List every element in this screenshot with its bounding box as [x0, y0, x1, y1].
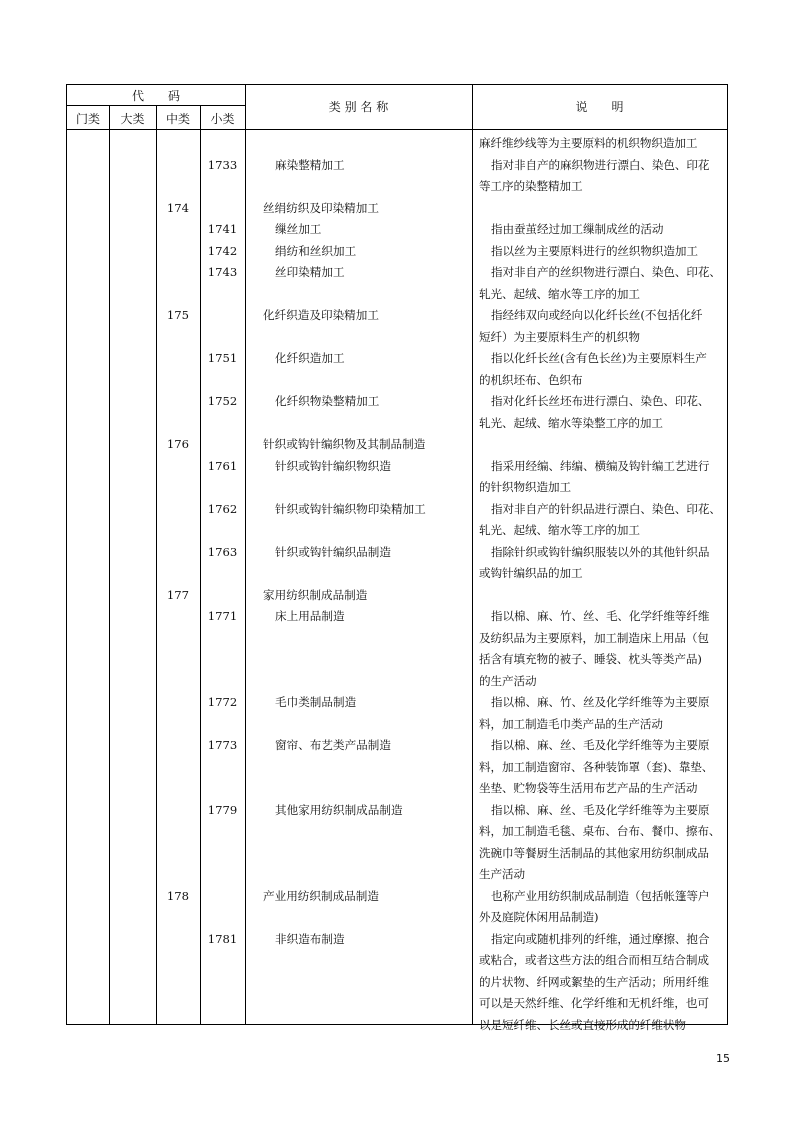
description-line: 指由蚕茧经过加工缫制成丝的活动 — [491, 222, 664, 236]
category-description — [479, 886, 725, 929]
category-description — [479, 735, 725, 800]
category-name: 针织或钩针编织物印染精加工 — [275, 501, 426, 516]
header-subrule — [67, 105, 245, 106]
description-line: 的机织坯布、色织布 — [479, 372, 583, 387]
category-name: 丝绢纺织及印染精加工 — [263, 200, 379, 215]
category-name: 绢纺和丝织加工 — [275, 243, 357, 258]
header-bottom-rule — [67, 129, 727, 130]
category-description — [479, 219, 725, 241]
description-line: 指除针织或钩针编织服装以外的其他针织品 — [491, 544, 710, 559]
description-line: 等工序的染整精加工 — [479, 179, 583, 193]
description-line: 指以棉、麻、竹、丝及化学纤维等为主要原 — [491, 695, 710, 709]
description-line: 指采用经编、纬编、横编及钩针编工艺进行 — [491, 458, 710, 473]
zhong-code: 178 — [166, 888, 190, 903]
category-name: 床上用品制造 — [275, 609, 345, 623]
col-rule — [472, 85, 473, 1024]
category-name: 其他家用纺织制成品制造 — [275, 802, 403, 817]
description-line: 轧光、起绒、缩水等染整工序的加工 — [479, 415, 663, 430]
description-line: 外及庭院休闲用品制造) — [479, 910, 599, 924]
xiao-code: 1762 — [207, 501, 238, 516]
description-line: 指对非自产的丝织物进行漂白、染色、印花、 — [491, 265, 721, 279]
category-name: 毛巾类制品制造 — [275, 695, 357, 709]
xiao-code: 1741 — [207, 222, 238, 236]
category-name: 窗帘、布艺类产品制造 — [275, 738, 391, 752]
description-line: 或钩针编织品的加工 — [479, 566, 583, 580]
category-name: 化纤织物染整精加工 — [275, 394, 380, 408]
xiao-code: 1772 — [207, 695, 238, 709]
category-name: 非织造布制造 — [275, 931, 345, 946]
description-line: 或粘合，或者这些方法的组合而相互结合制成 — [479, 953, 709, 967]
category-description — [479, 800, 725, 886]
classification-table — [66, 84, 728, 1032]
category-description — [479, 241, 725, 263]
zhong-code: 177 — [166, 587, 190, 602]
zhong-code: 175 — [166, 308, 190, 322]
description-line: 生产活动 — [479, 867, 525, 881]
page-number: 15 — [716, 1052, 730, 1065]
category-name: 麻染整精加工 — [275, 157, 345, 172]
description-line: 料，加工制造毛巾类产品的生产活动 — [479, 716, 663, 731]
xiao-code: 1779 — [207, 802, 238, 817]
description-line: 可以是天然纤维、化学纤维和无机纤维，也可 — [479, 996, 709, 1010]
description-line: 指以棉、麻、丝、毛及化学纤维等为主要原 — [491, 738, 710, 752]
category-description — [479, 499, 725, 542]
category-name: 家用纺织制成品制造 — [263, 587, 368, 602]
xiao-code: 1761 — [207, 458, 238, 473]
description-line: 麻纤维纱线等为主要原料的机织物织造加工 — [479, 136, 698, 150]
category-name: 丝印染精加工 — [275, 265, 345, 279]
category-description — [479, 391, 725, 434]
zhong-code: 174 — [166, 200, 190, 215]
xiao-code: 1751 — [207, 351, 238, 365]
category-name: 针织或钩针编织品制造 — [275, 544, 391, 559]
xiao-code: 1781 — [207, 931, 238, 946]
category-description — [479, 305, 725, 348]
description-line: 轧光、起绒、缩水等工序的加工 — [479, 523, 640, 537]
xiao-code: 1743 — [207, 265, 238, 279]
xiao-code: 1733 — [207, 157, 238, 172]
category-description — [479, 692, 725, 735]
header-da: 大类 — [120, 112, 145, 126]
header-zhong: 中类 — [165, 112, 190, 126]
category-description — [479, 262, 725, 305]
description-line: 料，加工制造毛毯、桌布、台布、餐巾、擦布、 — [479, 824, 721, 838]
description-line: 指定向或随机排列的纤维，通过摩擦、抱合 — [491, 931, 710, 946]
description-line: 指以棉、麻、丝、毛及化学纤维等为主要原 — [491, 802, 710, 817]
header-code: 代 码 — [131, 89, 180, 103]
description-line: 坐垫、贮物袋等生活用布艺产品的生产活动 — [479, 781, 698, 795]
description-line: 也称产业用纺织制成品制造（包括帐篷等户 — [491, 888, 710, 903]
description-line: 指以化纤长丝(含有色长丝)为主要原料生产 — [491, 351, 707, 365]
description-line: 及纺织品为主要原料，加工制造床上用品（包 — [479, 630, 709, 645]
xiao-code: 1763 — [207, 544, 238, 559]
header-name: 类 别 名 称 — [328, 100, 389, 114]
description-line: 的针织物织造加工 — [479, 480, 571, 494]
description-line: 指经纬双向或经向以化纤长丝(不包括化纤 — [491, 308, 703, 322]
header-men: 门类 — [75, 112, 100, 126]
category-description — [479, 456, 725, 499]
category-description — [479, 348, 725, 391]
xiao-code: 1771 — [207, 609, 238, 623]
category-name: 化纤织造加工 — [275, 351, 345, 365]
xiao-code: 1752 — [207, 394, 238, 408]
description-line: 的片状物、纤网或絮垫的生产活动；所用纤维 — [479, 974, 709, 989]
zhong-code: 176 — [166, 437, 190, 451]
col-rule — [245, 85, 246, 1024]
category-name: 化纤织造及印染精加工 — [263, 308, 379, 322]
category-description — [479, 606, 725, 692]
category-name: 针织或钩针编织物织造 — [275, 458, 391, 473]
description-line: 的生产活动 — [479, 673, 537, 688]
description-line: 指以丝为主要原料进行的丝织物织造加工 — [491, 243, 698, 258]
xiao-code: 1742 — [207, 243, 238, 258]
category-description — [479, 133, 725, 155]
category-name: 缫丝加工 — [275, 222, 322, 236]
description-line: 轧光、起绒、缩水等工序的加工 — [479, 286, 640, 301]
description-line: 指以棉、麻、竹、丝、毛、化学纤维等纤维 — [491, 609, 710, 623]
category-description — [479, 155, 725, 198]
description-line: 洗碗巾等餐厨生活制品的其他家用纺织制成品 — [479, 845, 709, 860]
category-name: 产业用纺织制成品制造 — [263, 888, 379, 903]
description-line: 指对非自产的麻织物进行漂白、染色、印花 — [491, 157, 710, 172]
col-rule — [109, 105, 110, 1024]
header-xiao: 小类 — [210, 112, 235, 126]
header-desc: 说 明 — [575, 100, 624, 114]
description-line: 以是短纤维、长丝或直接形成的纤维状物 — [479, 1017, 686, 1032]
category-description — [479, 542, 725, 585]
description-line: 指对非自产的针织品进行漂白、染色、印花、 — [491, 501, 721, 516]
description-line: 括含有填充物的被子、睡袋、枕头等类产品) — [479, 652, 702, 666]
description-line: 指对化纤长丝坯布进行漂白、染色、印花、 — [491, 394, 710, 408]
category-description — [479, 929, 725, 1037]
description-line: 短纤）为主要原料生产的机织物 — [479, 329, 640, 344]
description-line: 料，加工制造窗帘、各种装饰罩（套)、靠垫、 — [479, 759, 714, 774]
category-name: 针织或钩针编织物及其制品制造 — [263, 437, 426, 451]
xiao-code: 1773 — [207, 738, 238, 752]
